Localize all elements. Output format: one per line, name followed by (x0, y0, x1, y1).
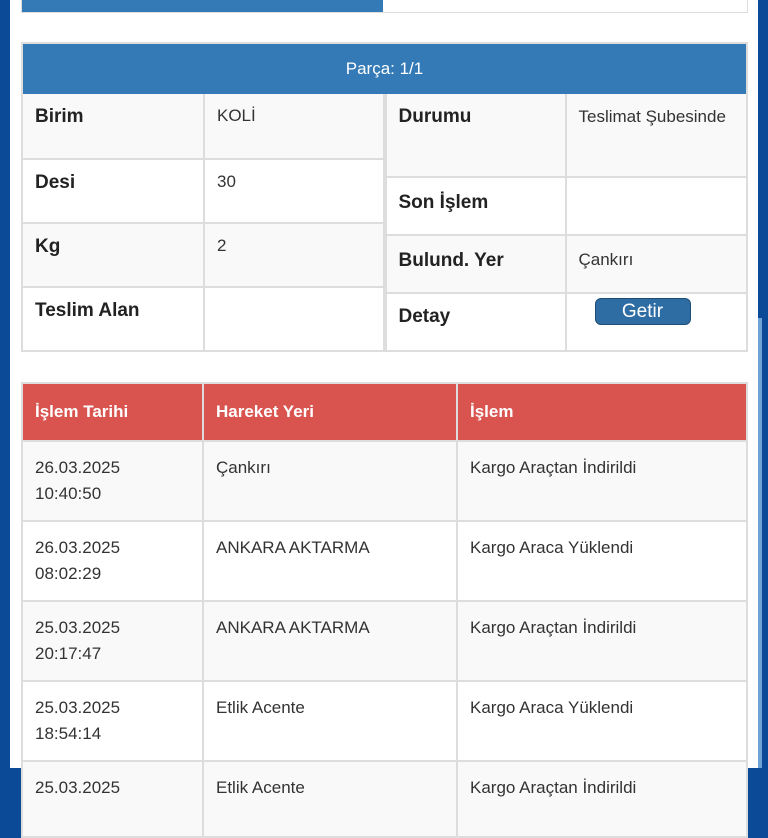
action-cell: Kargo Araca Yüklendi (457, 521, 747, 601)
action-cell: Kargo Araçtan İndirildi (457, 601, 747, 681)
scrollbar[interactable] (758, 318, 762, 768)
previous-panel-header-cell (22, 0, 383, 12)
header-hareket-yeri: Hareket Yeri (203, 383, 457, 441)
page (10, 0, 758, 797)
header-islem-tarihi: İşlem Tarihi (22, 383, 203, 441)
label-detay: Detay (387, 294, 565, 350)
value-kg: 2 (205, 224, 383, 286)
label-bulund-yer: Bulund. Yer (387, 236, 565, 292)
parca-title: Parça: 1/1 (23, 44, 746, 94)
table-row (22, 761, 747, 837)
date: 26.03.2025 (35, 458, 121, 477)
value-durumu: Teslimat Şubesinde (567, 94, 747, 176)
label-teslim-alan: Teslim Alan (23, 288, 203, 350)
previous-panel-cell (383, 0, 747, 12)
date: 26.03.2025 (35, 538, 121, 557)
table-row (22, 521, 747, 601)
label-birim: Birim (23, 94, 203, 158)
time: 08:02:29 (35, 564, 102, 583)
value-bulund-yer: Çankırı (567, 236, 747, 292)
place-cell: Etlik Acente (203, 681, 457, 761)
place-cell: ANKARA AKTARMA (203, 521, 457, 601)
detay-cell (567, 294, 747, 350)
getir-button[interactable]: Getir (595, 298, 691, 325)
movements-header-row (22, 383, 747, 441)
table-row (22, 441, 747, 521)
place-cell: Çankırı (203, 441, 457, 521)
date: 25.03.2025 (35, 778, 121, 797)
action-cell: Kargo Araçtan İndirildi (457, 761, 747, 837)
table-row (22, 601, 747, 681)
parca-right-grid (387, 94, 747, 350)
label-durumu: Durumu (387, 94, 565, 176)
time: 10:40:50 (35, 484, 102, 503)
date-cell (22, 761, 203, 837)
parca-panel (21, 42, 748, 352)
action-cell: Kargo Araca Yüklendi (457, 681, 747, 761)
label-desi: Desi (23, 160, 203, 222)
value-desi: 30 (205, 160, 383, 222)
time: 18:54:14 (35, 724, 102, 743)
value-birim: KOLİ (205, 94, 383, 158)
value-teslim-alan (205, 288, 383, 350)
place-cell: Etlik Acente (203, 761, 457, 837)
date-cell (22, 601, 203, 681)
table-row (22, 681, 747, 761)
label-son-islem: Son İşlem (387, 178, 565, 234)
parca-left-grid (23, 94, 383, 350)
date-cell (22, 441, 203, 521)
header-islem: İşlem (457, 383, 747, 441)
label-kg: Kg (23, 224, 203, 286)
date-cell (22, 521, 203, 601)
value-son-islem (567, 178, 747, 234)
movements-table (21, 382, 748, 838)
previous-panel-remnant (21, 0, 748, 13)
date: 25.03.2025 (35, 698, 121, 717)
place-cell: ANKARA AKTARMA (203, 601, 457, 681)
date-cell (22, 681, 203, 761)
date: 25.03.2025 (35, 618, 121, 637)
time: 20:17:47 (35, 644, 102, 663)
action-cell: Kargo Araçtan İndirildi (457, 441, 747, 521)
